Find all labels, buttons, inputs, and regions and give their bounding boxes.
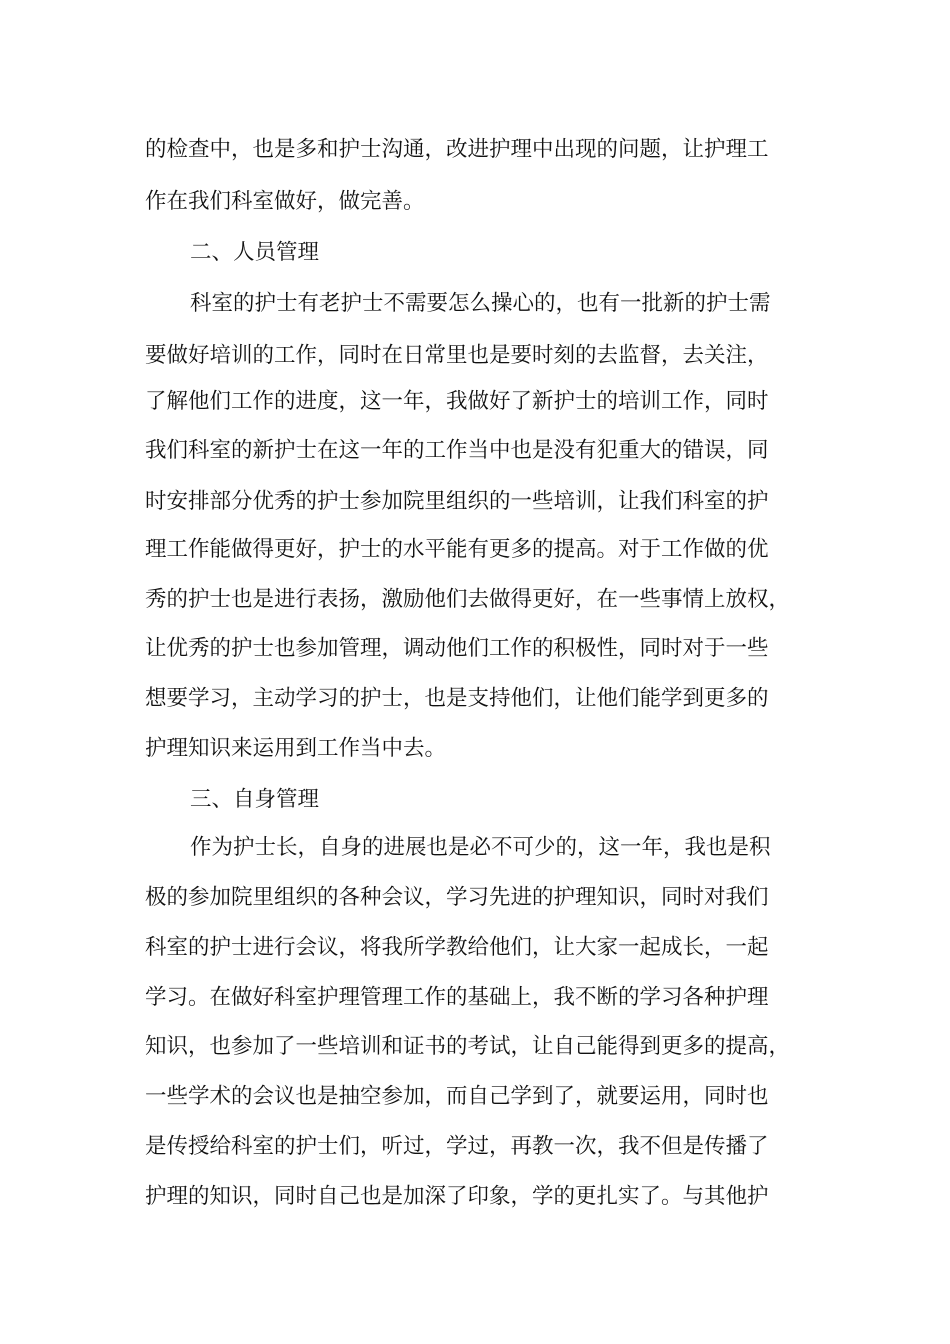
text-line: 护理知识来运用到工作当中去。 bbox=[145, 736, 447, 761]
section-heading: 二、人员管理 bbox=[190, 240, 320, 265]
text-line: 护理的知识，同时自己也是加深了印象，学的更扎实了。与其他护 bbox=[145, 1184, 769, 1209]
text-line: 了解他们工作的进度，这一年，我做好了新护士的培训工作，同时 bbox=[145, 389, 769, 414]
text-line: 让优秀的护士也参加管理，调动他们工作的积极性，同时对于一些 bbox=[145, 636, 769, 661]
text-line: 我们科室的新护士在这一年的工作当中也是没有犯重大的错误，同 bbox=[145, 438, 769, 463]
text-line: 理工作能做得更好，护士的水平能有更多的提高。对于工作做的优 bbox=[145, 537, 769, 562]
text-line: 作在我们科室做好，做完善。 bbox=[145, 189, 425, 214]
text-line: 科室的护士进行会议，将我所学教给他们，让大家一起成长，一起 bbox=[145, 935, 769, 960]
text-line: 的检查中，也是多和护士沟通，改进护理中出现的问题，让护理工 bbox=[145, 137, 769, 162]
paragraph-first-line: 科室的护士有老护士不需要怎么操心的，也有一批新的护士需 bbox=[190, 291, 771, 316]
text-line: 秀的护士也是进行表扬，激励他们去做得更好，在一些事情上放权， bbox=[145, 587, 791, 612]
section-heading: 三、自身管理 bbox=[190, 787, 320, 812]
text-line: 时安排部分优秀的护士参加院里组织的一些培训，让我们科室的护 bbox=[145, 489, 769, 514]
paragraph-first-line: 作为护士长，自身的进展也是必不可少的，这一年，我也是积 bbox=[190, 835, 771, 860]
text-line: 极的参加院里组织的各种会议，学习先进的护理知识，同时对我们 bbox=[145, 885, 769, 910]
text-line: 想要学习，主动学习的护士，也是支持他们，让他们能学到更多的 bbox=[145, 686, 769, 711]
text-line: 要做好培训的工作，同时在日常里也是要时刻的去监督，去关注， bbox=[145, 343, 769, 368]
text-line: 学习。在做好科室护理管理工作的基础上，我不断的学习各种护理 bbox=[145, 985, 769, 1010]
text-line: 一些学术的会议也是抽空参加，而自己学到了，就要运用，同时也 bbox=[145, 1084, 769, 1109]
text-line: 知识，也参加了一些培训和证书的考试，让自己能得到更多的提高， bbox=[145, 1034, 791, 1059]
text-line: 是传授给科室的护士们，听过，学过，再教一次，我不但是传播了 bbox=[145, 1134, 769, 1159]
